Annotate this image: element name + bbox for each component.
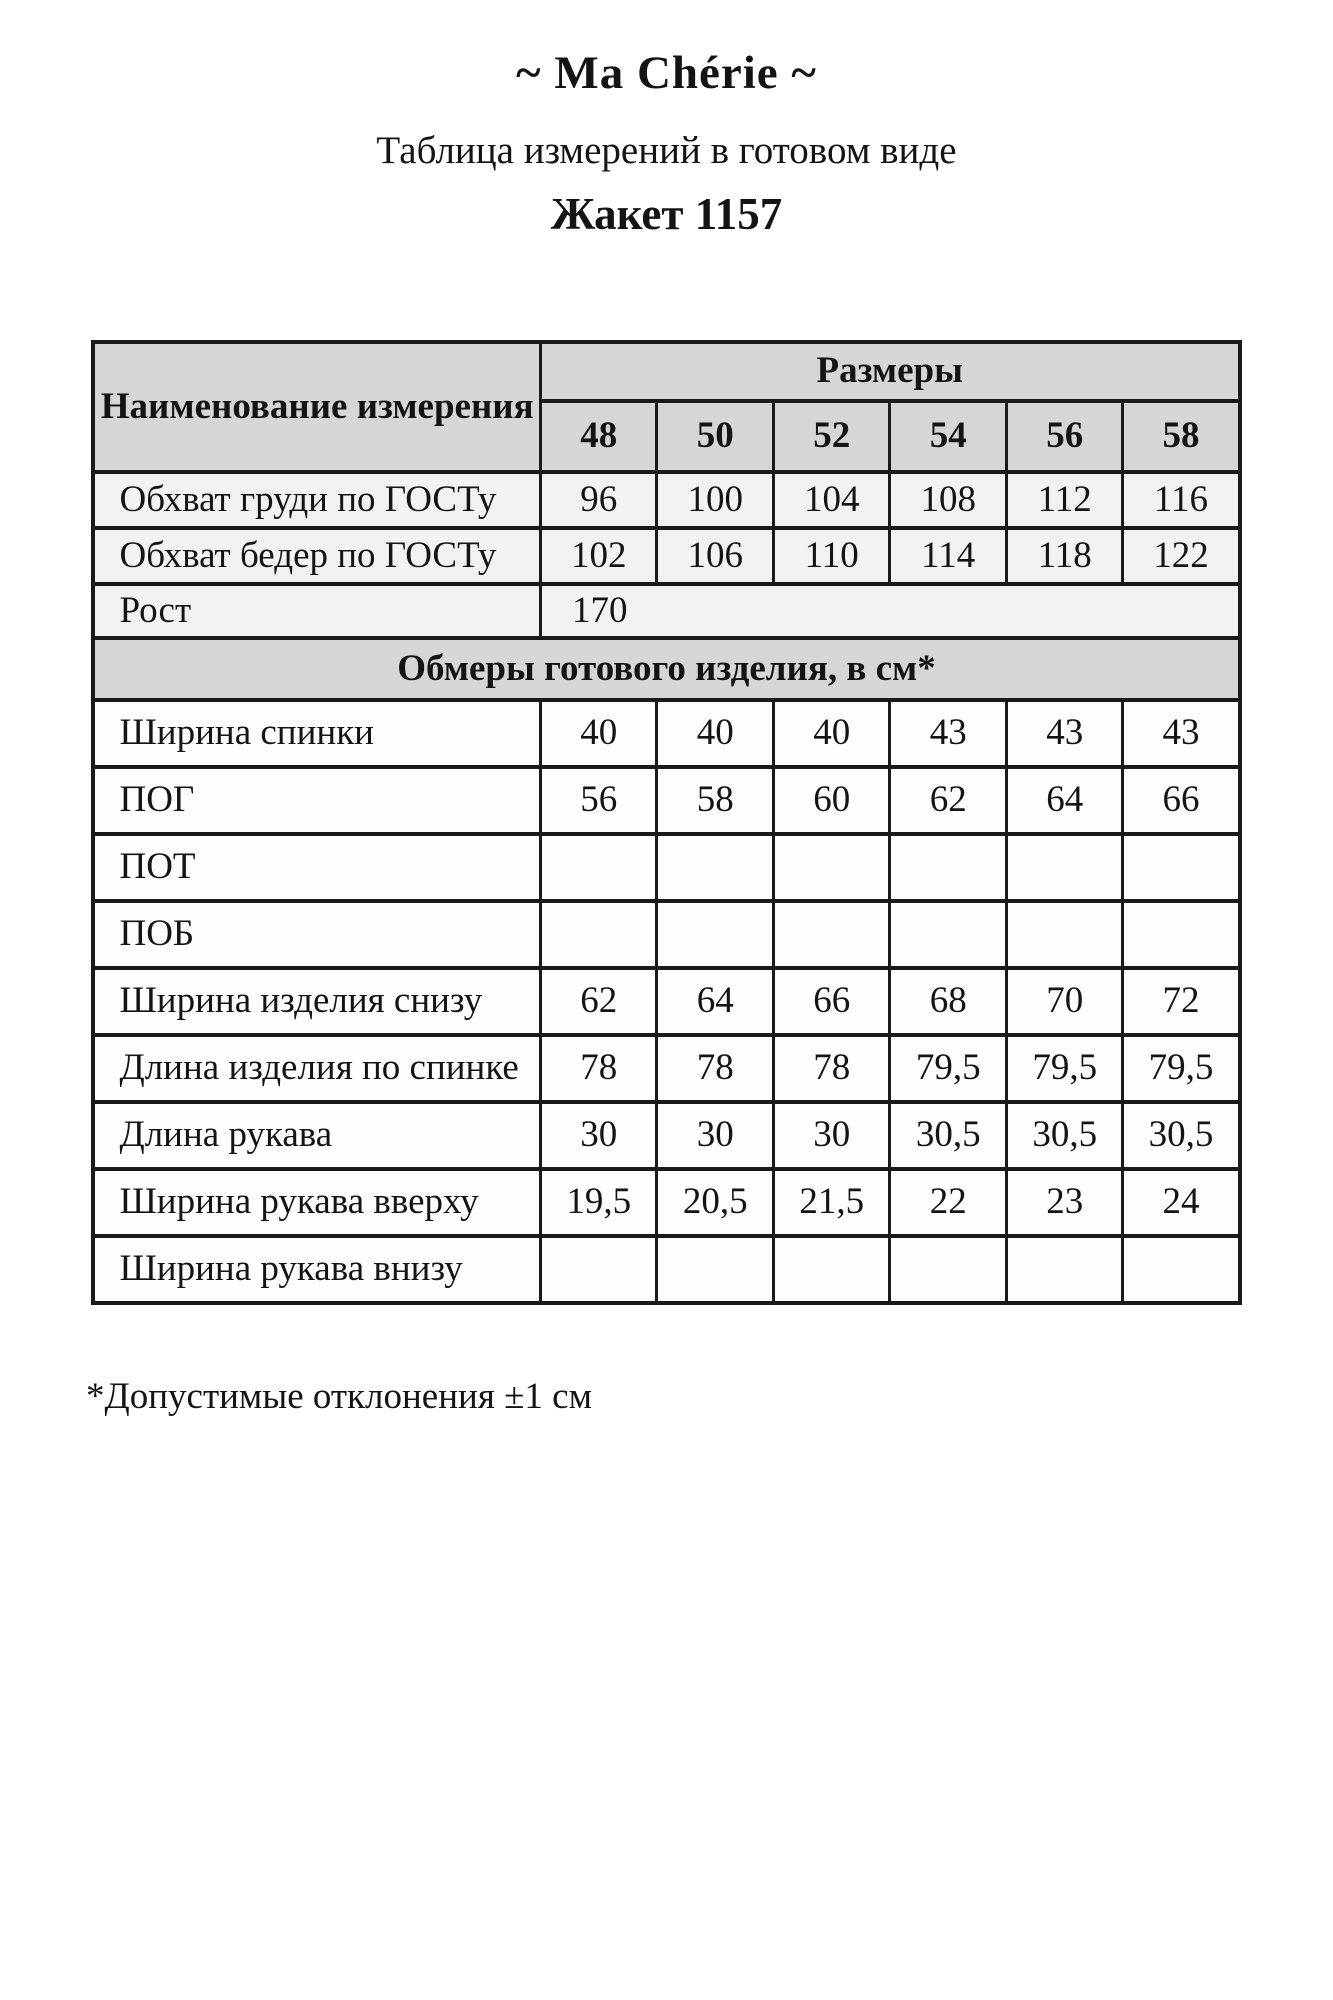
value-cell: 23 [1006,1169,1123,1236]
measurement-row [93,968,1239,1035]
value-cell [540,834,657,901]
row-label: Рост [93,584,540,638]
size-column-header: 56 [1006,401,1123,472]
value-cell: 112 [1006,472,1123,528]
row-label: Длина изделия по спинке [93,1035,540,1102]
merged-value-cell: 170 [540,584,1239,638]
row-label: Ширина изделия снизу [93,968,540,1035]
measurement-row [93,1169,1239,1236]
value-cell: 40 [657,700,774,767]
value-cell: 30,5 [890,1102,1007,1169]
row-label: ПОТ [93,834,540,901]
value-cell: 66 [773,968,890,1035]
value-cell: 62 [890,767,1007,834]
value-cell [657,834,774,901]
value-cell: 30 [540,1102,657,1169]
height-row [93,584,1239,638]
value-cell: 72 [1123,968,1240,1035]
row-label: Обхват груди по ГОСТу [93,472,540,528]
size-column-header: 58 [1123,401,1240,472]
value-cell: 30 [657,1102,774,1169]
row-label: Ширина рукава вверху [93,1169,540,1236]
value-cell [1006,1236,1123,1303]
size-column-header: 50 [657,401,774,472]
value-cell: 40 [540,700,657,767]
value-cell: 122 [1123,528,1240,584]
value-cell: 43 [1123,700,1240,767]
value-cell: 102 [540,528,657,584]
column-header-measurement-name: Наименование измерения [93,342,540,472]
measurement-row [93,1035,1239,1102]
value-cell: 62 [540,968,657,1035]
row-label: ПОГ [93,767,540,834]
value-cell: 30 [773,1102,890,1169]
value-cell: 30,5 [1006,1102,1123,1169]
value-cell: 24 [1123,1169,1240,1236]
value-cell [773,834,890,901]
value-cell [1123,901,1240,968]
value-cell: 43 [890,700,1007,767]
size-column-header: 52 [773,401,890,472]
value-cell: 100 [657,472,774,528]
section-header: Обмеры готового изделия, в см* [93,638,1239,700]
value-cell: 40 [773,700,890,767]
value-cell: 64 [1006,767,1123,834]
value-cell: 78 [657,1035,774,1102]
value-cell: 66 [1123,767,1240,834]
value-cell [890,834,1007,901]
value-cell: 30,5 [1123,1102,1240,1169]
measurement-row [93,901,1239,968]
brand-title: ~ Ma Chérie ~ [516,47,817,99]
value-cell: 114 [890,528,1007,584]
row-label: Ширина спинки [93,700,540,767]
value-cell [1123,834,1240,901]
value-cell: 22 [890,1169,1007,1236]
value-cell: 116 [1123,472,1240,528]
value-cell [890,1236,1007,1303]
value-cell: 110 [773,528,890,584]
gost-measurement-row [93,528,1239,584]
value-cell [657,901,774,968]
row-label: Ширина рукава внизу [93,1236,540,1303]
value-cell: 104 [773,472,890,528]
value-cell: 108 [890,472,1007,528]
measurement-row [93,767,1239,834]
value-cell: 79,5 [1006,1035,1123,1102]
size-column-header: 48 [540,401,657,472]
value-cell: 43 [1006,700,1123,767]
sizes-group-header-row [93,342,1239,401]
value-cell: 56 [540,767,657,834]
value-cell: 64 [657,968,774,1035]
value-cell [1123,1236,1240,1303]
measurement-row [93,834,1239,901]
value-cell: 78 [773,1035,890,1102]
measurement-row [93,1102,1239,1169]
value-cell: 70 [1006,968,1123,1035]
size-column-header: 54 [890,401,1007,472]
value-cell [540,901,657,968]
value-cell: 20,5 [657,1169,774,1236]
value-cell [1006,901,1123,968]
product-title: Жакет 1157 [550,189,783,239]
value-cell [773,1236,890,1303]
value-cell [773,901,890,968]
row-label: Обхват бедер по ГОСТу [93,528,540,584]
value-cell: 68 [890,968,1007,1035]
measurement-row [93,1236,1239,1303]
value-cell [540,1236,657,1303]
measurement-row [93,700,1239,767]
value-cell [657,1236,774,1303]
value-cell: 106 [657,528,774,584]
section-header-row [93,638,1239,700]
value-cell: 96 [540,472,657,528]
value-cell [1006,834,1123,901]
value-cell: 60 [773,767,890,834]
column-header-sizes: Размеры [540,342,1239,401]
value-cell: 78 [540,1035,657,1102]
value-cell: 79,5 [1123,1035,1240,1102]
value-cell: 19,5 [540,1169,657,1236]
row-label: Длина рукава [93,1102,540,1169]
value-cell: 118 [1006,528,1123,584]
row-label: ПОБ [93,901,540,968]
value-cell [890,901,1007,968]
measurements-table [91,340,1241,1305]
tolerance-footnote: *Допустимые отклонения ±1 см [86,1376,592,1417]
gost-measurement-row [93,472,1239,528]
document-subtitle: Таблица измерений в готовом виде [376,129,957,172]
value-cell: 21,5 [773,1169,890,1236]
value-cell: 79,5 [890,1035,1007,1102]
value-cell: 58 [657,767,774,834]
